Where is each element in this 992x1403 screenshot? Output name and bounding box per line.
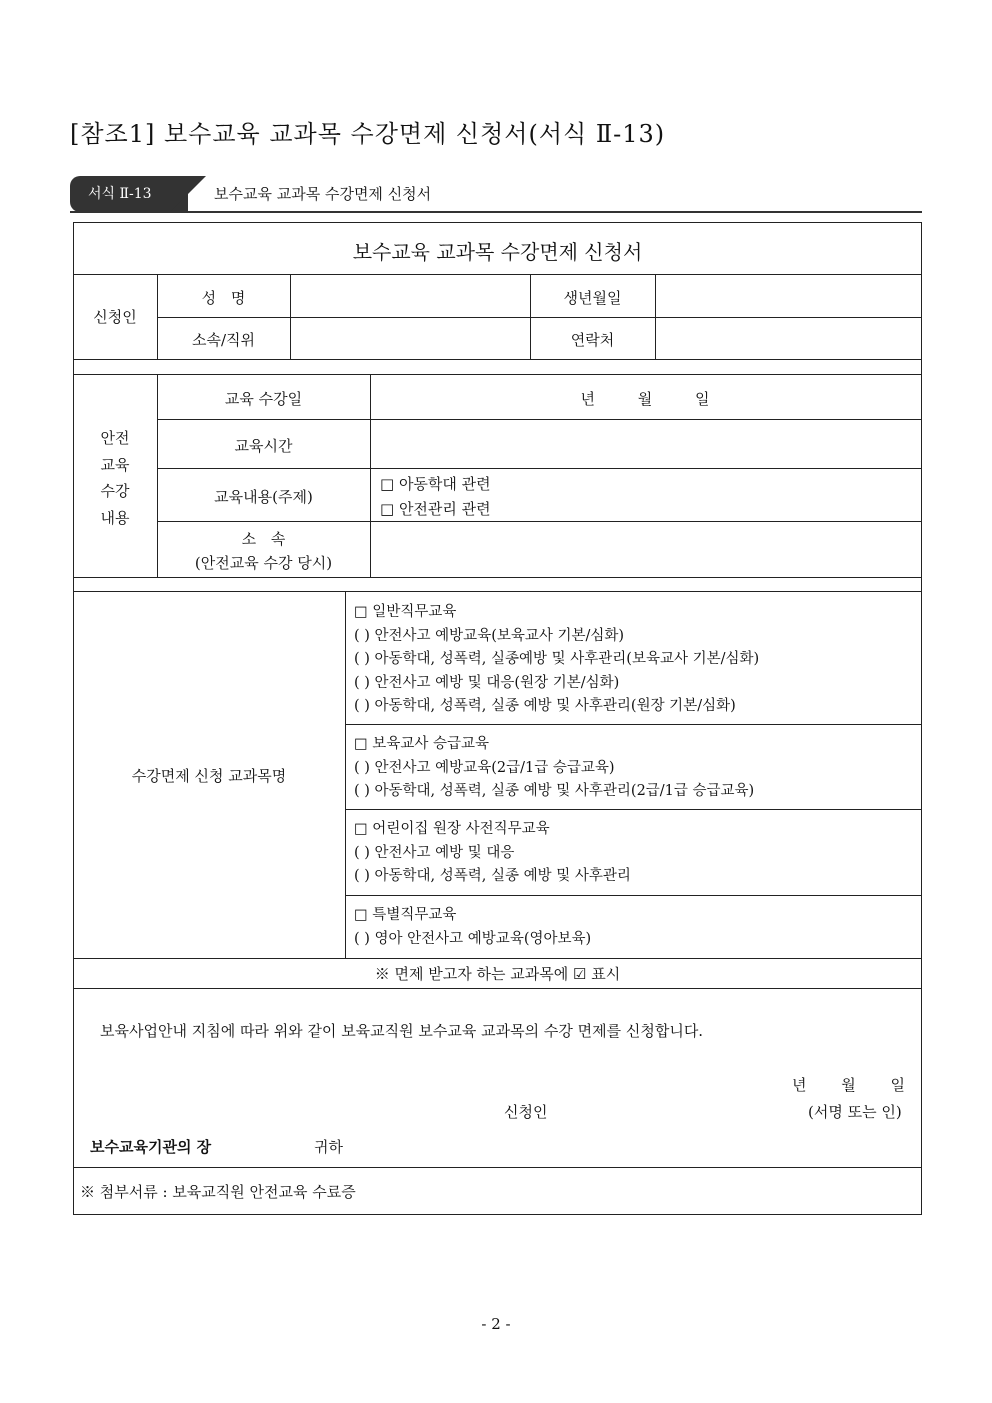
exemption-note: ※ 면제 받고자 하는 교과목에 ☑ 표시: [374, 965, 621, 983]
edu-org-label: [157, 527, 370, 575]
divider: [157, 419, 922, 420]
group-heading[interactable]: □ 어린이집 원장 사전직무교육: [354, 821, 550, 837]
divider: [73, 988, 922, 989]
divider: [157, 521, 922, 522]
form-frame: [73, 222, 922, 1215]
edu-org-field[interactable]: [372, 523, 920, 576]
contact-field[interactable]: [657, 319, 920, 358]
group-heading[interactable]: □ 특별직무교육: [354, 907, 457, 923]
exemption-group-general: [354, 601, 759, 719]
divider: [73, 274, 922, 275]
exemption-group-promotion: [354, 733, 754, 804]
form-header: 보수교육 교과목 수강면제 신청서: [352, 240, 643, 264]
course-option[interactable]: ( ) 안전사고 예방교육(보육교사 기본/심화): [354, 627, 625, 644]
applicant-sign-label: 신청인: [504, 1103, 548, 1121]
course-option[interactable]: ( ) 아동학대, 성폭력, 실종 예방 및 사후관리(2급/1급 승급교육): [354, 783, 755, 799]
edu-content-label: 교육내용(주제): [214, 488, 313, 506]
divider: [157, 317, 922, 318]
recipient: 보수교육기관의 장: [90, 1138, 212, 1156]
date-line[interactable]: 년 월 일: [792, 1076, 906, 1094]
edu-date-label: 교육 수강일: [224, 390, 303, 408]
attachment-note: ※ 첨부서류 : 보육교직원 안전교육 수료증: [80, 1183, 356, 1201]
applicant-label: 신청인: [93, 308, 137, 326]
edu-time-label: 교육시간: [234, 437, 293, 455]
safety-section-label: [73, 425, 157, 531]
course-option[interactable]: ( ) 안전사고 예방교육(2급/1급 승급교육): [354, 759, 615, 776]
course-option[interactable]: ( ) 안전사고 예방 및 대응(원장 기본/심화): [354, 674, 620, 691]
exemption-group-director: [354, 818, 631, 889]
form-tag-tail: [170, 176, 206, 212]
page-number: - 2 -: [481, 1315, 511, 1333]
affiliation-field[interactable]: [292, 319, 528, 358]
divider: [73, 374, 922, 375]
birthdate-label: 생년월일: [563, 289, 622, 307]
divider: [73, 591, 922, 592]
divider: [345, 724, 922, 725]
document-title: [참조1] 보수교육 교과목 수강면제 신청서(서식 Ⅱ-13): [70, 120, 666, 148]
course-option[interactable]: ( ) 안전사고 예방 및 대응: [354, 844, 515, 861]
birthdate-field[interactable]: [657, 276, 920, 316]
form-tag-title: 보수교육 교과목 수강면제 신청서: [214, 185, 432, 203]
statement: 보육사업안내 지침에 따라 위와 같이 보육교직원 보수교육 교과목의 수강 면제를 신청합니다.: [100, 1022, 704, 1040]
group-heading[interactable]: □ 일반직무교육: [354, 604, 457, 620]
recipient-suffix: 귀하: [314, 1138, 343, 1156]
safety-label-line: 내용: [100, 508, 130, 527]
divider: [157, 468, 922, 469]
checkbox-option[interactable]: □ 안전관리 관련: [380, 500, 491, 518]
checkbox-option[interactable]: □ 아동학대 관련: [380, 475, 491, 493]
divider: [73, 577, 922, 578]
divider: [345, 895, 922, 896]
course-option[interactable]: ( ) 아동학대, 성폭력, 실종 예방 및 사후관리: [354, 868, 631, 884]
course-option[interactable]: ( ) 영아 안전사고 예방교육(영아보육): [354, 930, 592, 947]
safety-label-line: 수강: [100, 482, 130, 500]
edu-date-value[interactable]: 년 월 일: [580, 390, 710, 408]
edu-org-label-line: 소 속: [241, 530, 286, 548]
course-option[interactable]: ( ) 아동학대, 성폭력, 실종예방 및 사후관리(보육교사 기본/심화): [354, 651, 760, 667]
sign-note: (서명 또는 인): [808, 1103, 902, 1121]
form-tag: 서식 Ⅱ-13: [70, 176, 188, 212]
safety-label-line: 안전: [100, 429, 130, 447]
edu-content-options: [380, 472, 491, 522]
divider: [73, 359, 922, 360]
edu-time-field[interactable]: [372, 421, 920, 467]
edu-org-label-line: (안전교육 수강 당시): [194, 554, 333, 572]
exemption-label: 수강면제 신청 교과목명: [131, 767, 287, 785]
course-option[interactable]: ( ) 아동학대, 성폭력, 실종 예방 및 사후관리(원장 기본/심화): [354, 698, 736, 714]
contact-label: 연락처: [570, 331, 615, 349]
form-tag-underline: [70, 211, 922, 213]
group-heading[interactable]: □ 보육교사 승급교육: [354, 736, 489, 752]
affiliation-label: 소속/직위: [191, 331, 255, 349]
safety-label-line: 교육: [100, 455, 130, 474]
name-label: 성 명: [201, 289, 246, 307]
exemption-group-special: [354, 904, 591, 951]
divider: [345, 809, 922, 810]
divider: [73, 958, 922, 959]
divider: [73, 1167, 922, 1168]
name-field[interactable]: [292, 276, 528, 316]
divider: [345, 591, 346, 958]
